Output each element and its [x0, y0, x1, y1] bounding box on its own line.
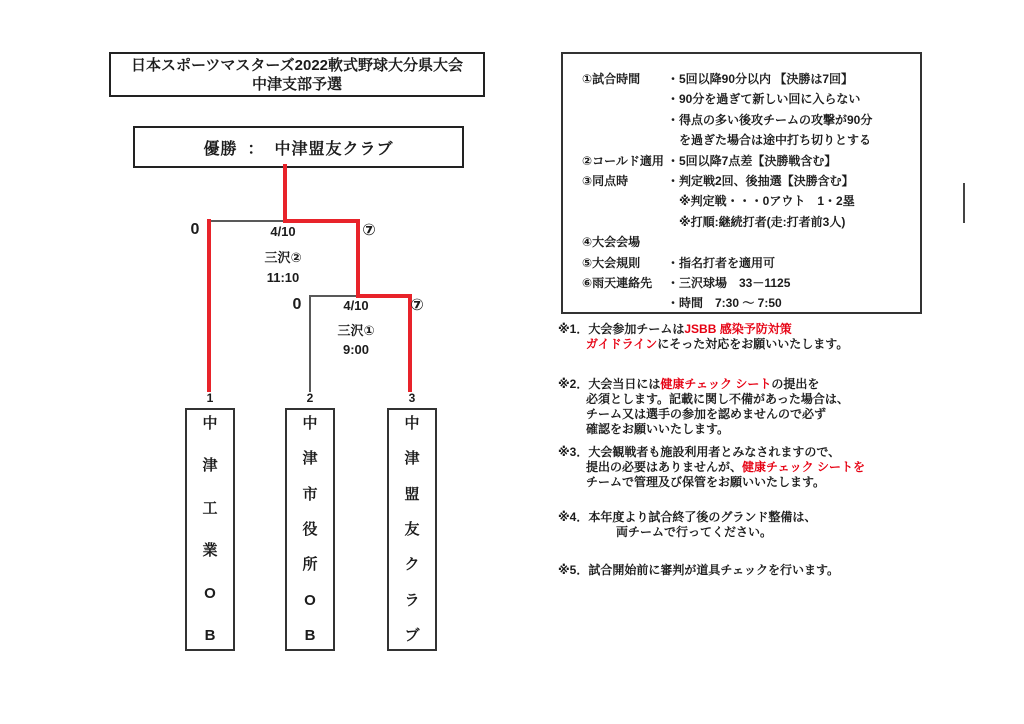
note-text: チーム又は選手の参加を認めませんので必ず	[586, 407, 827, 421]
final-match-time: 11:10	[266, 270, 300, 285]
note-text: ※4．本年度より試合終了後のグランド整備は、	[558, 510, 817, 524]
team-name-char: 役	[302, 520, 318, 538]
rule-label	[563, 110, 667, 130]
note-item	[558, 377, 1014, 437]
semi-right-score: ⑦	[410, 297, 424, 314]
final-right-score: ⑦	[362, 222, 376, 239]
bracket-line-final-horizontal-left	[208, 220, 285, 222]
team-name-char: 市	[302, 485, 318, 503]
rule-value: ・時間 7:30 ～ 7:50	[667, 296, 782, 311]
rule-value: ※判定戦・・・0アウト 1・2塁	[667, 194, 855, 209]
note-line	[558, 377, 1014, 392]
team-name-char: 中	[202, 415, 218, 432]
team-name-char: B	[204, 626, 216, 644]
note-text: チームで管理及び保管をお願いいたします。	[586, 475, 826, 489]
team-name-char: 中	[302, 415, 318, 432]
note-item	[558, 322, 1014, 352]
note-item	[558, 510, 1014, 540]
rule-label	[563, 212, 667, 232]
note-line	[558, 563, 1014, 578]
note-line	[558, 475, 1014, 490]
rule-row	[563, 69, 920, 89]
tournament-title-line1: 日本スポーツマスターズ2022軟式野球大分県大会	[130, 56, 464, 74]
tournament-title-line2: 中津支部予選	[251, 75, 342, 93]
team-box	[387, 408, 437, 651]
rule-label	[563, 191, 667, 211]
note-text-red: 健康チェック シートを	[742, 460, 865, 474]
rule-row	[563, 293, 920, 313]
note-text: 両チームで行ってください。	[616, 525, 773, 539]
team-name-char: ラ	[404, 591, 420, 609]
team-name-char: 津	[302, 450, 318, 468]
rules-rows	[563, 69, 920, 314]
team-seed: 2	[306, 391, 314, 405]
team-name-char: ブ	[404, 626, 420, 644]
team-name-char: ク	[404, 556, 420, 574]
team-box	[285, 408, 335, 651]
note-text: ※1．大会参加チームは	[558, 322, 685, 336]
note-text: の提出を	[771, 377, 820, 391]
final-match-venue: 三沢②	[264, 250, 302, 265]
team-name-char: 津	[202, 457, 218, 475]
note-text: ※3．大会観戦者も施設利用者とみなされますので、	[558, 445, 841, 459]
rule-row	[563, 232, 920, 252]
rule-label	[563, 89, 667, 109]
team-name-char: 友	[404, 520, 420, 538]
rule-value: ・指名打者を適用可	[667, 255, 776, 270]
team-name-char: B	[304, 626, 316, 644]
rule-value: ※打順:継続打者(走:打者前3人)	[667, 214, 846, 229]
team-name-char: O	[304, 591, 316, 609]
champion-name: 中津盟友クラブ	[274, 140, 394, 158]
note-text: にそった対応をお願いいたします。	[657, 337, 849, 351]
team-name-char: 津	[404, 450, 420, 468]
final-left-score: 0	[190, 221, 200, 238]
team-name-char: 所	[302, 556, 318, 574]
rule-value: ・判定戦2回、後抽選【決勝含む】	[667, 173, 854, 188]
team-name-char: O	[204, 584, 216, 602]
note-line	[558, 422, 1014, 437]
note-line	[558, 337, 1014, 352]
rule-value	[667, 232, 920, 252]
note-item	[558, 445, 1014, 490]
rule-row	[563, 273, 920, 293]
note-item	[558, 563, 1014, 578]
rule-row	[563, 171, 920, 191]
rule-label	[563, 130, 667, 150]
rule-row	[563, 212, 920, 232]
rule-label: ①試合時間	[582, 72, 641, 86]
champion-separator: ：	[247, 140, 265, 158]
rule-value: ・90分を過ぎて新しい回に入らない	[667, 92, 861, 107]
note-line	[558, 392, 1014, 407]
rule-label	[563, 293, 667, 313]
rules-box	[561, 52, 922, 314]
note-text-red: ガイドライン	[586, 337, 658, 351]
note-line	[558, 510, 1014, 525]
rule-value: を過ぎた場合は途中打ち切りとする	[667, 133, 872, 148]
bracket-line-semi-horizontal-left	[309, 295, 358, 297]
rule-value: ・5回以降90分以内 【決勝は7回】	[667, 72, 854, 86]
note-text: 必須とします。記載に関し不備があった場合は、	[586, 392, 849, 406]
note-line	[558, 407, 1014, 422]
bracket-line-final-horizontal-right	[283, 219, 360, 223]
bracket-line-champion-vertical	[283, 164, 287, 221]
team-name-char: 工	[202, 499, 218, 517]
final-match-date: 4/10	[270, 224, 296, 239]
team-name-char: 盟	[404, 485, 420, 503]
note-text: ※2．大会当日には	[558, 377, 661, 391]
tournament-title-box	[109, 52, 485, 97]
rule-row	[563, 110, 920, 130]
note-text-red: 健康チェック シート	[660, 377, 772, 391]
semi-match-date: 4/10	[343, 298, 369, 313]
bracket-line-team1-vertical	[207, 219, 211, 392]
rule-label: ②コールド適用	[582, 153, 664, 168]
rule-label: ③同点時	[582, 173, 629, 188]
rule-label: ⑤大会規則	[582, 255, 641, 270]
team-seed: 1	[206, 391, 214, 405]
rule-row	[563, 151, 920, 171]
rule-row	[563, 253, 920, 273]
note-line	[558, 525, 1014, 540]
note-line	[558, 460, 1014, 475]
note-text: 確認をお願いいたします。	[586, 422, 730, 436]
rule-row	[563, 89, 920, 109]
team-name-char: 中	[404, 415, 420, 432]
team-name-char: 業	[202, 542, 218, 560]
rule-label: ④大会会場	[582, 235, 641, 250]
rule-row	[563, 130, 920, 150]
semi-left-score: 0	[292, 296, 302, 313]
note-line	[558, 445, 1014, 460]
semi-match-venue: 三沢①	[337, 323, 375, 338]
semi-match-time: 9:00	[342, 342, 370, 357]
rule-value: ・得点の多い後攻チームの攻撃が90分	[667, 112, 873, 127]
note-line	[558, 322, 1014, 337]
page-edge-mark	[963, 183, 965, 223]
champion-box	[133, 126, 464, 168]
note-text-red: JSBB 感染予防対策	[684, 322, 792, 336]
champion-label: 優勝	[203, 140, 238, 158]
rule-value: ・5回以降7点差【決勝戦含む】	[667, 153, 837, 168]
rule-label: ⑥雨天連絡先	[582, 275, 653, 290]
team-seed: 3	[408, 391, 416, 405]
note-text: 提出の必要はありませんが、	[586, 460, 743, 474]
rule-value: ・三沢球場 33－1125	[667, 275, 791, 290]
team-box	[185, 408, 235, 651]
rule-row	[563, 191, 920, 211]
note-text: ※5．試合開始前に審判が道具チェックを行います。	[558, 563, 840, 577]
